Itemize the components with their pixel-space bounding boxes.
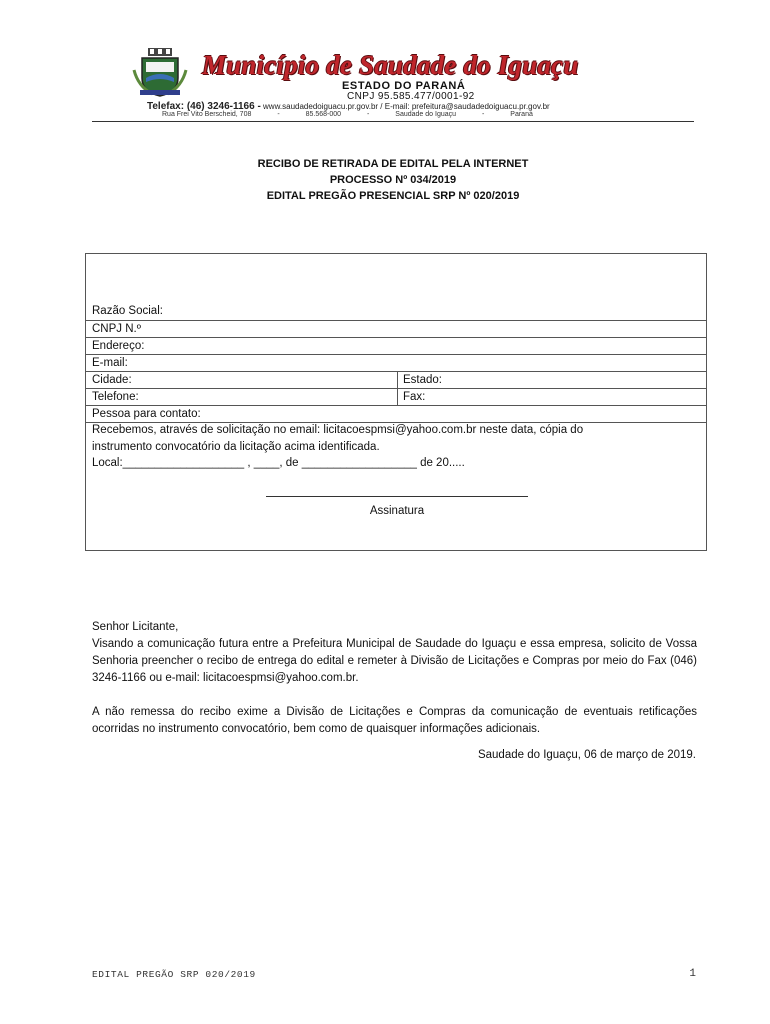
address-line xyxy=(162,111,557,118)
address-separator: - xyxy=(367,111,370,118)
paragraph-2: A não remessa do recibo exime a Divisão de Licitações e Compras da comunicação de eventuais retificações ocorridas no instrumento convocatório, bem como de quaisquer informações adicionais. xyxy=(92,706,697,735)
address-separator: - xyxy=(277,111,280,118)
page-number: 1 xyxy=(689,968,696,980)
state-name: ESTADO DO PARANÁ xyxy=(342,80,466,92)
city: Saudade do Iguaçu xyxy=(395,111,457,118)
salutation: Senhor Licitante, xyxy=(92,621,179,633)
fax-label: Fax: xyxy=(397,389,706,405)
street: Rua Frei Vito Berscheid, 708 xyxy=(162,111,252,118)
title-line-3: EDITAL PREGÃO PRESENCIAL SRP Nº 020/2019 xyxy=(266,190,520,202)
document-titles xyxy=(92,156,694,204)
signature-label: Assinatura xyxy=(369,505,425,517)
local-date-line: Local:___________________ , ____, de __________________ de 20..... xyxy=(92,457,465,469)
contato-label: Pessoa para contato: xyxy=(92,408,201,420)
statement-line-1: Recebemos, através de solicitação no email: licitacoespmsi@yahoo.com.br neste data, cópia do xyxy=(92,424,584,436)
letterhead xyxy=(92,48,694,122)
email-label: E-mail: xyxy=(92,357,128,369)
form-row-email xyxy=(86,354,706,371)
form-row-telefone-fax xyxy=(86,388,706,405)
website: www.saudadedoiguacu.pr.gov.br xyxy=(263,102,379,111)
signature-line xyxy=(266,496,528,497)
coat-of-arms-icon xyxy=(132,48,188,98)
form-row-razao-social xyxy=(86,303,706,320)
email-address: / E-mail: prefeitura@saudadedoiguacu.pr.gov.br xyxy=(380,102,550,111)
cep: 85.568-000 xyxy=(305,111,342,118)
footer-doc-label: EDITAL PREGÃO SRP 020/2019 xyxy=(92,969,256,980)
address-separator: - xyxy=(481,111,485,118)
statement-line-2: instrumento convocatório da licitação acima identificada. xyxy=(92,440,380,453)
form-row-endereco xyxy=(86,337,706,354)
estado-label: Estado: xyxy=(397,372,706,388)
header-cnpj: CNPJ 95.585.477/0001-92 xyxy=(347,91,475,102)
razao-social-label: Razão Social: xyxy=(92,305,163,317)
cnpj-label: CNPJ N.º xyxy=(92,323,141,335)
receipt-form xyxy=(85,253,707,551)
telefone-label: Telefone: xyxy=(92,391,139,403)
title-line-1: RECIBO DE RETIRADA DE EDITAL PELA INTERNET xyxy=(257,158,529,170)
letter-body xyxy=(92,619,697,738)
telefax: Telefax: (46) 3246-1166 - xyxy=(147,101,261,112)
form-row-cnpj xyxy=(86,320,706,337)
endereco-label: Endereço: xyxy=(92,340,145,352)
municipality-title: Município de Saudade do Iguaçu xyxy=(202,50,579,80)
form-row-contato xyxy=(86,405,706,422)
date-line: Saudade do Iguaçu, 06 de março de 2019. xyxy=(477,749,696,761)
title-line-2: PROCESSO Nº 034/2019 xyxy=(329,174,457,186)
paragraph-1: Visando a comunicação futura entre a Prefeitura Municipal de Saudade do Iguaçu e essa empresa, solicito de Vossa Senhoria preencher o recibo de entrega do edital e remeter à Divisão de Licitações e Compras por meio do Fax (046) 3246-1166 ou e-mail: licitacoespmsi@yahoo.com.br. xyxy=(92,638,697,684)
header-divider xyxy=(92,121,694,122)
receipt-statement xyxy=(92,422,692,472)
form-row-cidade-estado xyxy=(86,371,706,388)
uf: Paraná xyxy=(510,111,533,118)
cidade-label: Cidade: xyxy=(92,374,132,386)
